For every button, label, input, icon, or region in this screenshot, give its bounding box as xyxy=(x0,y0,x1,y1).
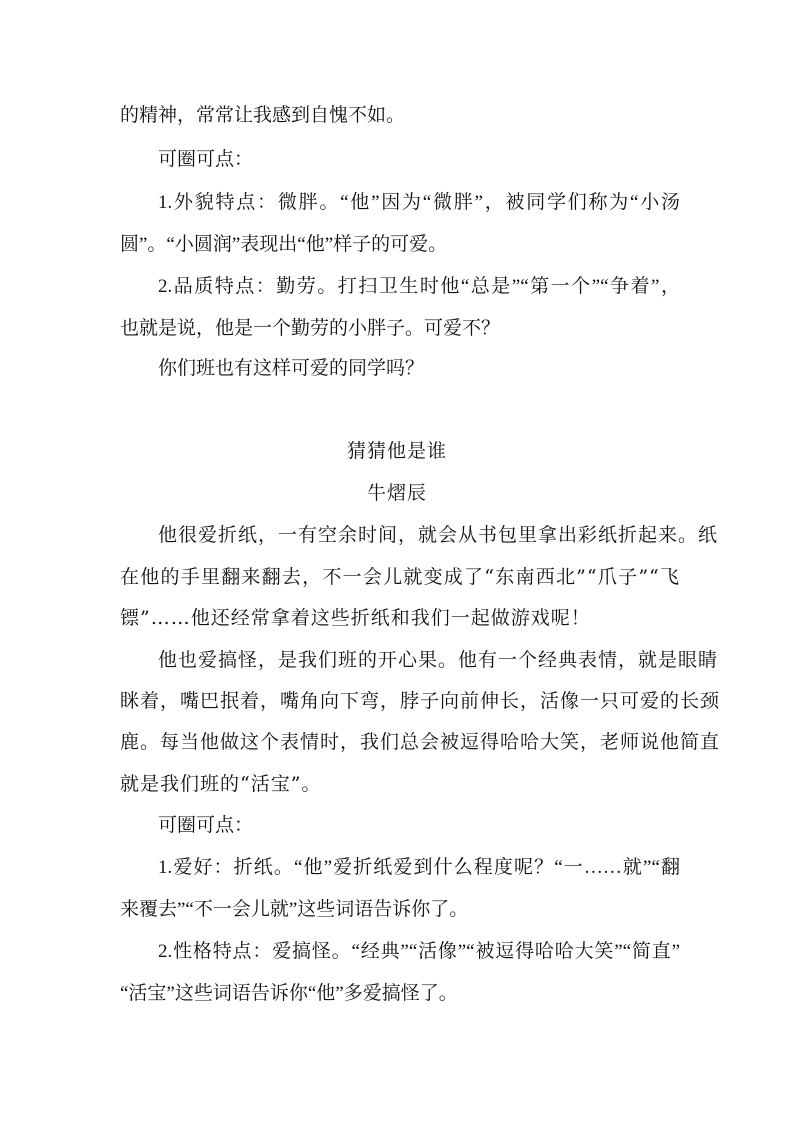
essay-line: 眯着，嘴巴抿着，嘴角向下弯，脖子向前伸长，活像一只可爱的长颈 xyxy=(120,690,721,712)
note-line: 1.爱好：折纸。“他”爱折纸爱到什么程度呢？“一……就”“翻 xyxy=(158,857,680,878)
highlight-heading: 可圈可点： xyxy=(158,149,254,170)
highlight-heading: 可圈可点： xyxy=(158,815,254,836)
text-line: 1.外貌特点：微胖。“他”因为“微胖”，被同学们称为“小汤 xyxy=(158,192,680,213)
essay-line: 镖”……他还经常拿着这些折纸和我们一起做游戏呢！ xyxy=(120,607,591,629)
essay-line: 鹿。每当他做这个表情时，我们总会被逗得哈哈大笑，老师说他简直 xyxy=(120,731,721,753)
text-line: 也就是说，他是一个勤劳的小胖子。可爱不？ xyxy=(120,318,501,339)
note-line: 来覆去”“不一会儿就”这些词语告诉你了。 xyxy=(120,899,469,920)
text-line: 2.品质特点：勤劳。打扫卫生时他“总是”“第一个”“争着”， xyxy=(158,276,680,297)
essay-line: 他也爱搞怪，是我们班的开心果。他有一个经典表情，就是眼睛 xyxy=(158,649,719,671)
essay-line: 就是我们班的“活宝”。 xyxy=(120,773,322,795)
note-line: 2.性格特点：爱搞怪。“经典”“活像”“被逗得哈哈大笑”“简直” xyxy=(158,941,680,962)
note-line: “活宝”这些词语告诉你“他”多爱搞怪了。 xyxy=(120,983,458,1004)
text-line: 的精神，常常让我感到自愧不如。 xyxy=(120,105,406,126)
essay-line: 在他的手里翻来翻去，不一会儿就变成了“东南西北”“爪子”“飞 xyxy=(120,566,680,588)
text-line: 圆”。“小圆润”表现出“他”样子的可爱。 xyxy=(120,234,448,255)
essay-author: 牛熠辰 xyxy=(366,482,427,504)
text-line: 你们班也有这样可爱的同学吗？ xyxy=(158,358,425,379)
essay-line: 他很爱折纸，一有空余时间，就会从书包里拿出彩纸折起来。纸 xyxy=(158,524,719,546)
essay-title: 猜猜他是谁 xyxy=(346,440,447,462)
